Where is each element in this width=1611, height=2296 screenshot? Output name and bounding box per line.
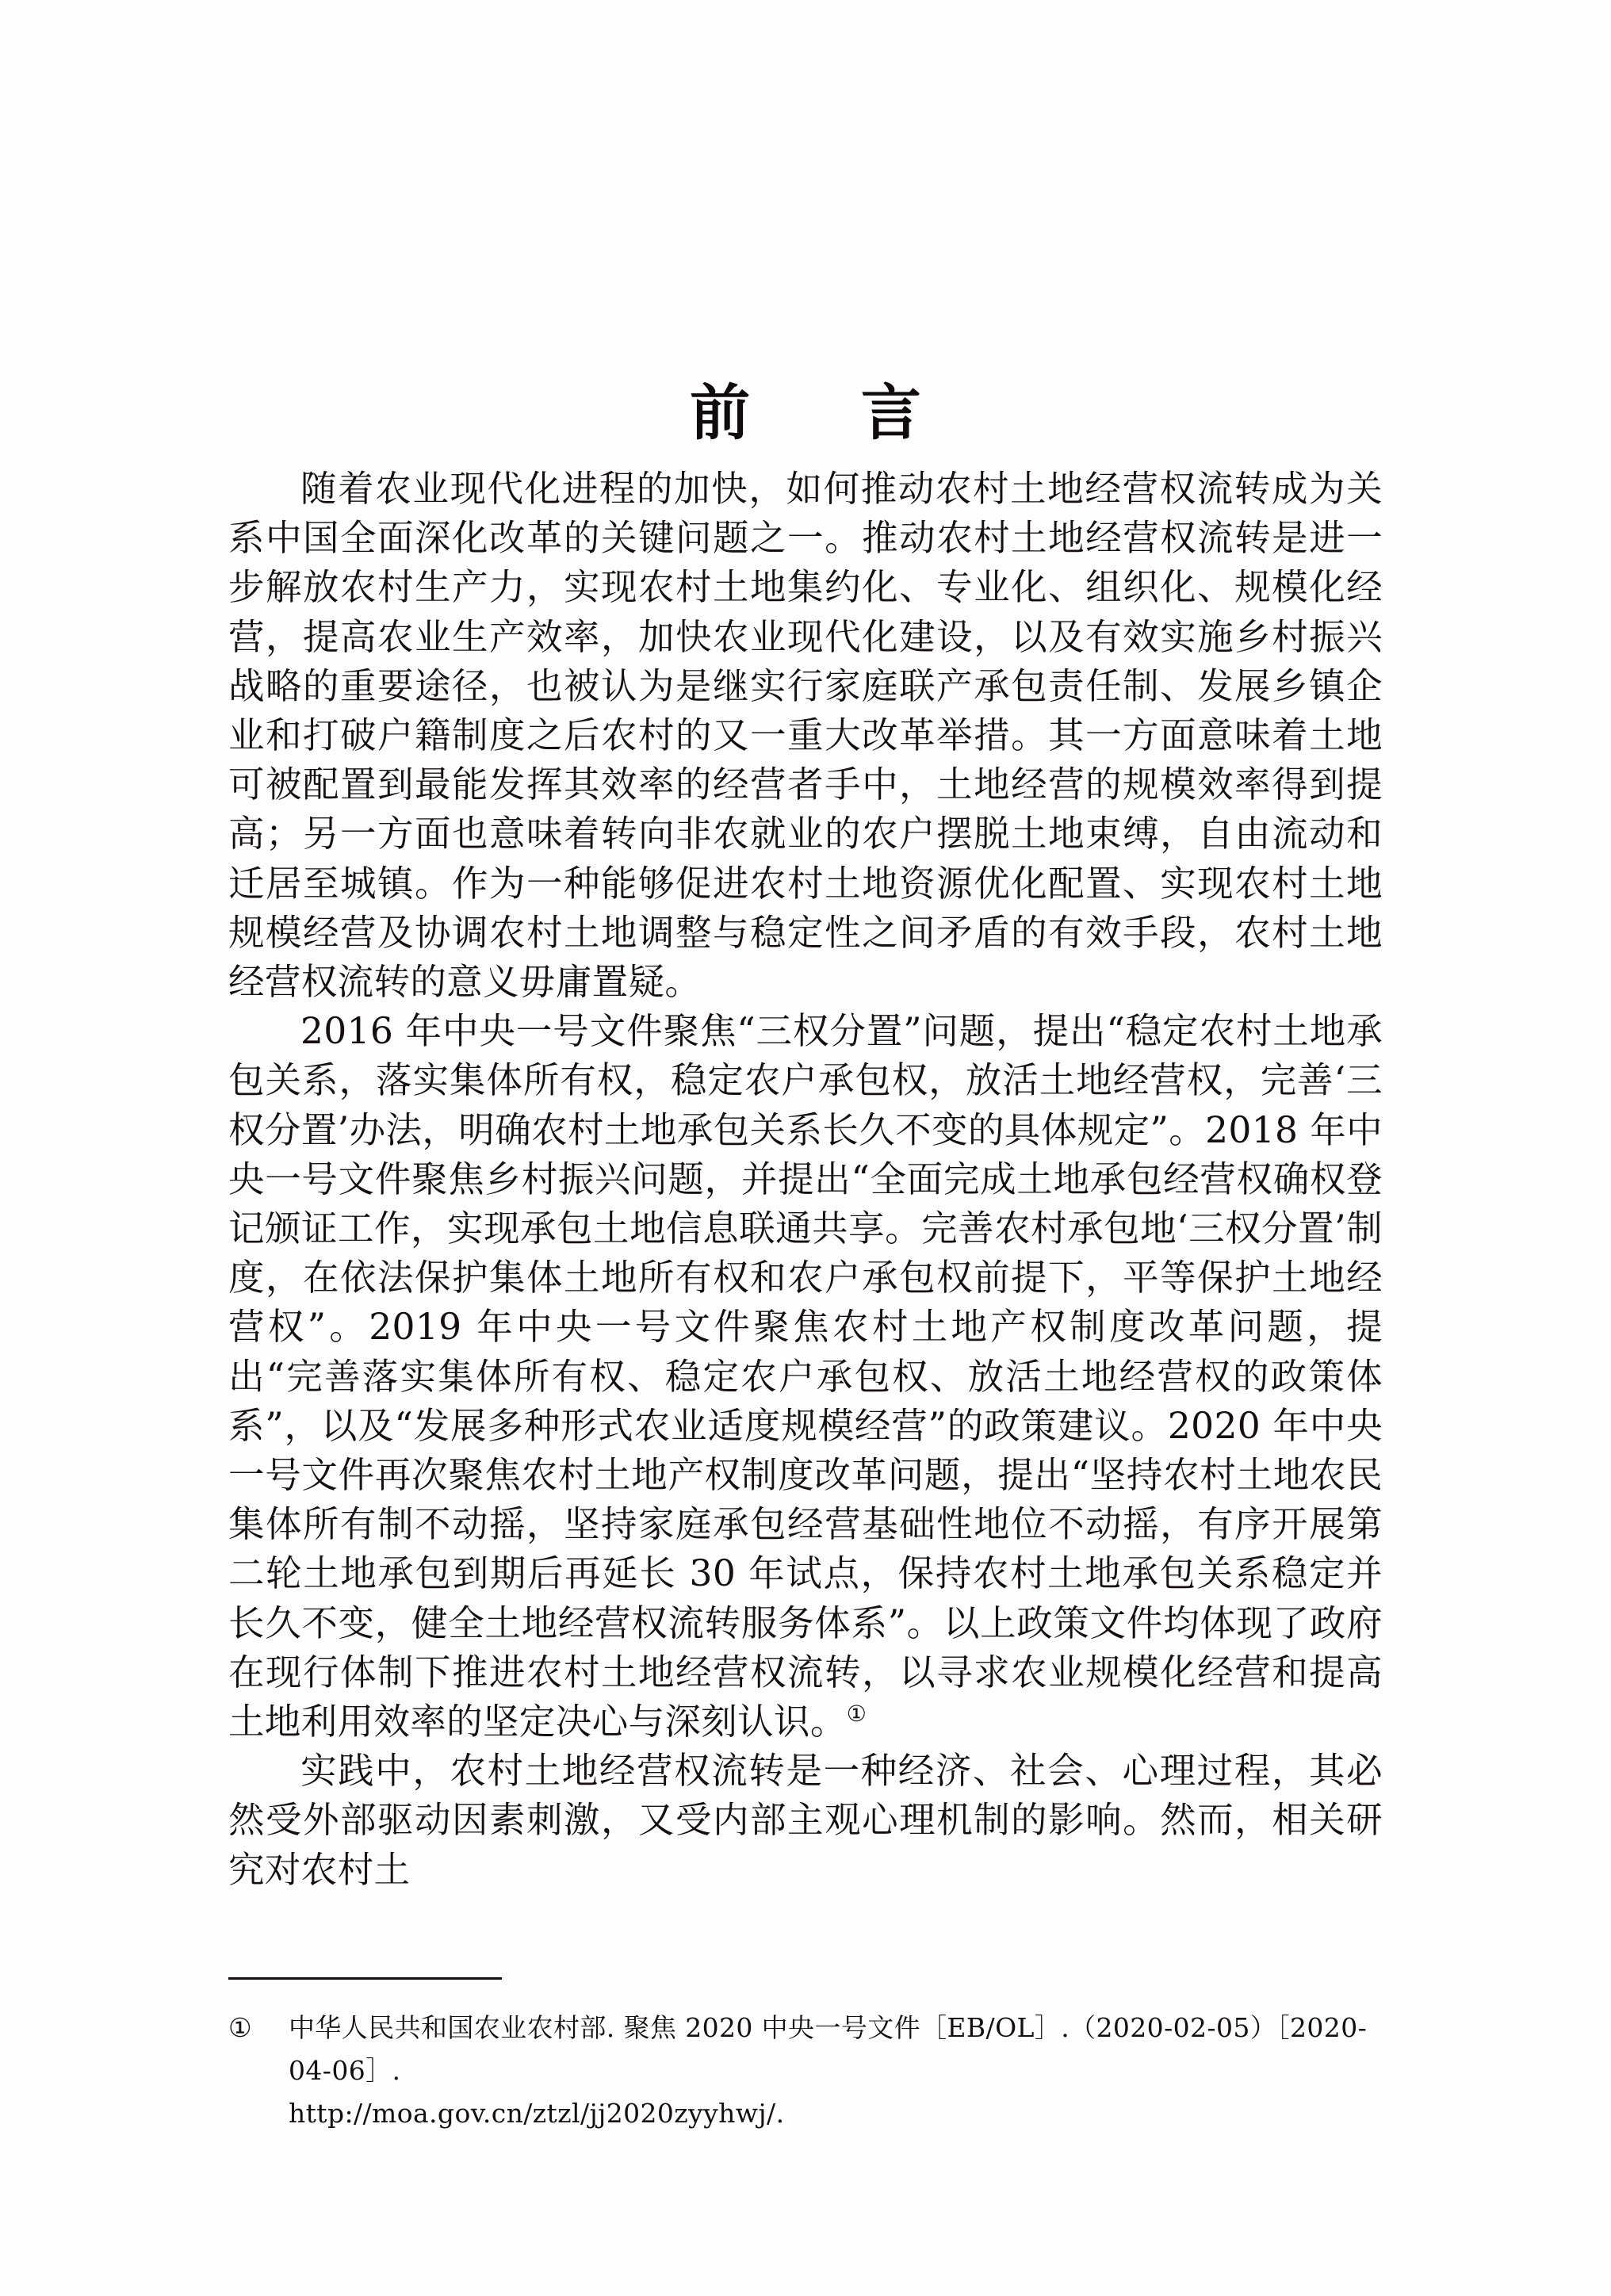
body-text-column [228, 465, 1383, 1895]
paragraph-1: 随着农业现代化进程的加快，如何推动农村土地经营权流转成为关系中国全面深化改革的关键问题之一。推动农村土地经营权流转是进一步解放农村生产力，实现农村土地集约化、专业化、组织化、规模化经营，提高农业生产效率，加快农业现代化建设，以及有效实施乡村振兴战略的重要途径，也被认为是继实行家庭联产承包责任制、发展乡镇企业和打破户籍制度之后农村的又一重大改革举措。其一方面意味着土地可被配置到最能发挥其效率的经营者手中，土地经营的规模效率得到提高；另一方面也意味着转向非农就业的农户摆脱土地束缚，自由流动和迁居至城镇。作为一种能够促进农村土地资源优化配置、实现农村土地规模经营及协调农村土地调整与稳定性之间矛盾的有效手段，农村土地经营权流转的意义毋庸置疑。 [228, 468, 1383, 1004]
footnote-area [228, 1977, 1383, 2135]
footnote-text: 中华人民共和国农业农村部. 聚焦 2020 中央一号文件［EB/OL］.（2020-02-05）［2020-04-06］. [289, 2012, 1368, 2086]
footnote-url[interactable]: http://moa.gov.cn/ztzl/jj2020zyyhwj/. [289, 2098, 785, 2129]
footnote-separator-rule [228, 1977, 502, 1980]
paragraph-2-text: 2016 年中央一号文件聚焦“三权分置”问题，提出“稳定农村土地承包关系，落实集体所有权，稳定农户承包权，放活土地经营权，完善‘三权分置’办法，明确农村土地承包关系长久不变的具体规定”。2018 年中央一号文件聚焦乡村振兴问题，并提出“全面完成土地承包经营权确权登记颁证工作，实现承包土地信息联通共享。完善农村承包地‘三权分置’制度，在依法保护集体土地所有权和农户承包权前提下，平等保护土地经营权”。2019 年中央一号文件聚焦农村土地产权制度改革问题，提出“完善落实集体所有权、稳定农户承包权、放活土地经营权的政策体系”，以及“发展多种形式农业适度规模经营”的政策建议。2020 年中央一号文件再次聚焦农村土地产权制度改革问题，提出“坚持农村土地农民集体所有制不动摇，坚持家庭承包经营基础性地位不动摇，有序开展第二轮土地承包到期后再延长 30 年试点，保持农村土地承包关系稳定并长久不变，健全土地经营权流转服务体系”。以上政策文件均体现了政府在现行体制下推进农村土地经营权流转，以寻求农业规模化经营和提高土地利用效率的坚定决心与深刻认识。 [228, 1010, 1383, 1743]
paragraph-2 [228, 1007, 1383, 1747]
page-title: 前 言 [690, 377, 947, 448]
footnote-marker: ① [228, 2012, 252, 2043]
paragraph-3: 实践中，农村土地经营权流转是一种经济、社会、心理过程，其必然受外部驱动因素刺激，又受内部主观心理机制的影响。然而，相关研究对农村土 [228, 1750, 1383, 1891]
footnote-reference-marker[interactable]: ① [846, 1700, 867, 1727]
footnote-item [228, 2007, 1383, 2092]
